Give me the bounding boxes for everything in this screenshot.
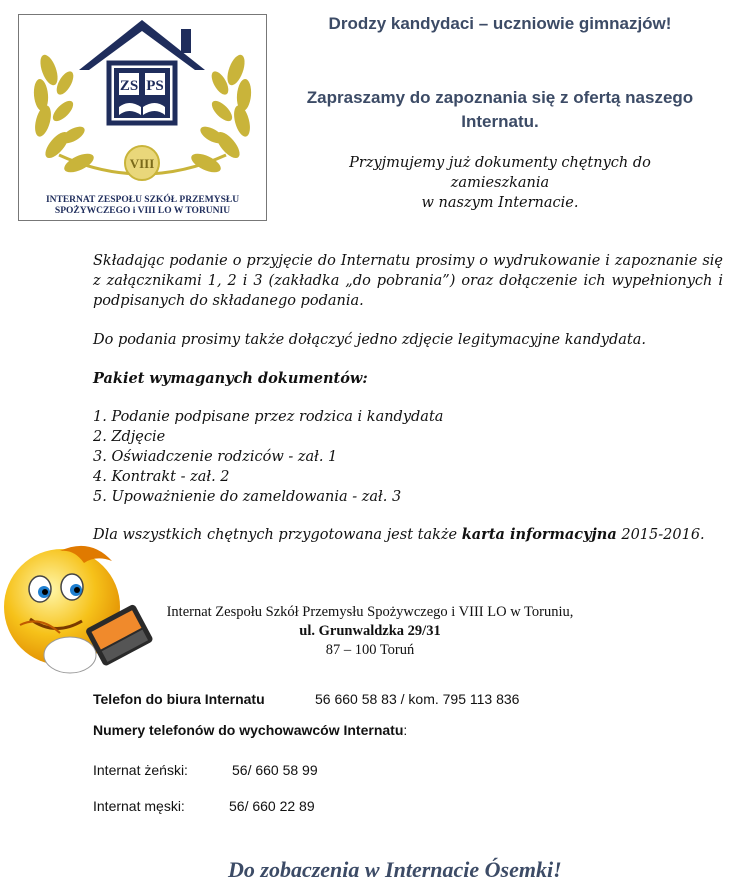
closing-text: Do zobaczenia w Internacie Ósemki! bbox=[228, 857, 562, 882]
list-item: 5. Upoważnienie do zameldowania - zał. 3 bbox=[93, 489, 402, 505]
male-dorm-label: Internat męski: bbox=[93, 798, 185, 814]
logo-caption bbox=[19, 195, 266, 217]
tutors-phones-colon: : bbox=[403, 722, 408, 738]
photo-paragraph: Do podania prosimy także dołączyć jedno zdjęcie legitymacyjne kandydata. bbox=[93, 332, 646, 348]
info-card-prefix: Dla wszystkich chętnych przygotowana jest także bbox=[93, 527, 462, 543]
list-item: 3. Oświadczenie rodziców - zał. 1 bbox=[93, 449, 338, 465]
invite-heading: Zapraszamy do zapoznania się z ofertą naszego Internatu. bbox=[306, 88, 694, 131]
documents-list bbox=[93, 407, 443, 507]
smiley-phone-icon bbox=[0, 537, 160, 687]
address-postal: 87 – 100 Toruń bbox=[325, 642, 415, 658]
intro-line-1: Przyjmujemy już dokumenty chętnych do zamieszkania bbox=[349, 155, 651, 191]
female-dorm-label: Internat żeński: bbox=[93, 762, 188, 778]
school-logo-icon bbox=[19, 15, 266, 195]
info-card-suffix: 2015-2016. bbox=[616, 527, 705, 543]
logo-caption-line-2: SPOŻYWCZEGO i VIII LO W TORUNIU bbox=[54, 206, 231, 216]
female-dorm-phone: 56/ 660 58 99 bbox=[232, 762, 318, 778]
svg-text:PS: PS bbox=[146, 78, 164, 94]
office-phone-label: Telefon do biura Internatu bbox=[93, 691, 265, 707]
logo-caption-line-1: INTERNAT ZESPOŁU SZKÓŁ PRZEMYSŁU bbox=[45, 195, 240, 205]
info-card-paragraph bbox=[93, 525, 723, 545]
logo-badge: VIII bbox=[129, 156, 155, 171]
office-phone-number: 56 660 58 83 / kom. 795 113 836 bbox=[315, 691, 520, 707]
male-dorm-phone: 56/ 660 22 89 bbox=[229, 798, 315, 814]
package-heading: Pakiet wymaganych dokumentów: bbox=[93, 370, 368, 387]
address-block bbox=[160, 603, 580, 660]
tutors-phones-heading bbox=[93, 722, 407, 738]
list-item: 1. Podanie podpisane przez rodzica i kandydata bbox=[93, 409, 444, 425]
address-line-1: Internat Zespołu Szkół Przemysłu Spożywczego i VIII LO w Toruniu, bbox=[166, 604, 574, 620]
school-logo bbox=[18, 14, 267, 221]
info-card-link-text: karta informacyjna bbox=[461, 526, 617, 543]
tutors-phones-label: Numery telefonów do wychowawców Internatu bbox=[93, 722, 404, 738]
application-paragraph: Składając podanie o przyjęcie do Internatu prosimy o wydrukowanie i zapoznanie się z załącznikami 1, 2 i 3 (zakładka „do pobrania”) oraz dołączenie ich wypełnionych i podpisanych do składanego podania. bbox=[93, 253, 723, 309]
address-street: ul. Grunwaldzka 29/31 bbox=[299, 623, 441, 639]
greeting-heading: Drodzy kandydaci – uczniowie gimnazjów! bbox=[328, 14, 672, 33]
list-item: 2. Zdjęcie bbox=[93, 429, 166, 445]
intro-text bbox=[300, 153, 700, 213]
intro-line-2: w naszym Internacie. bbox=[421, 195, 579, 211]
svg-text:ZS: ZS bbox=[119, 78, 139, 94]
list-item: 4. Kontrakt - zał. 2 bbox=[93, 469, 230, 485]
